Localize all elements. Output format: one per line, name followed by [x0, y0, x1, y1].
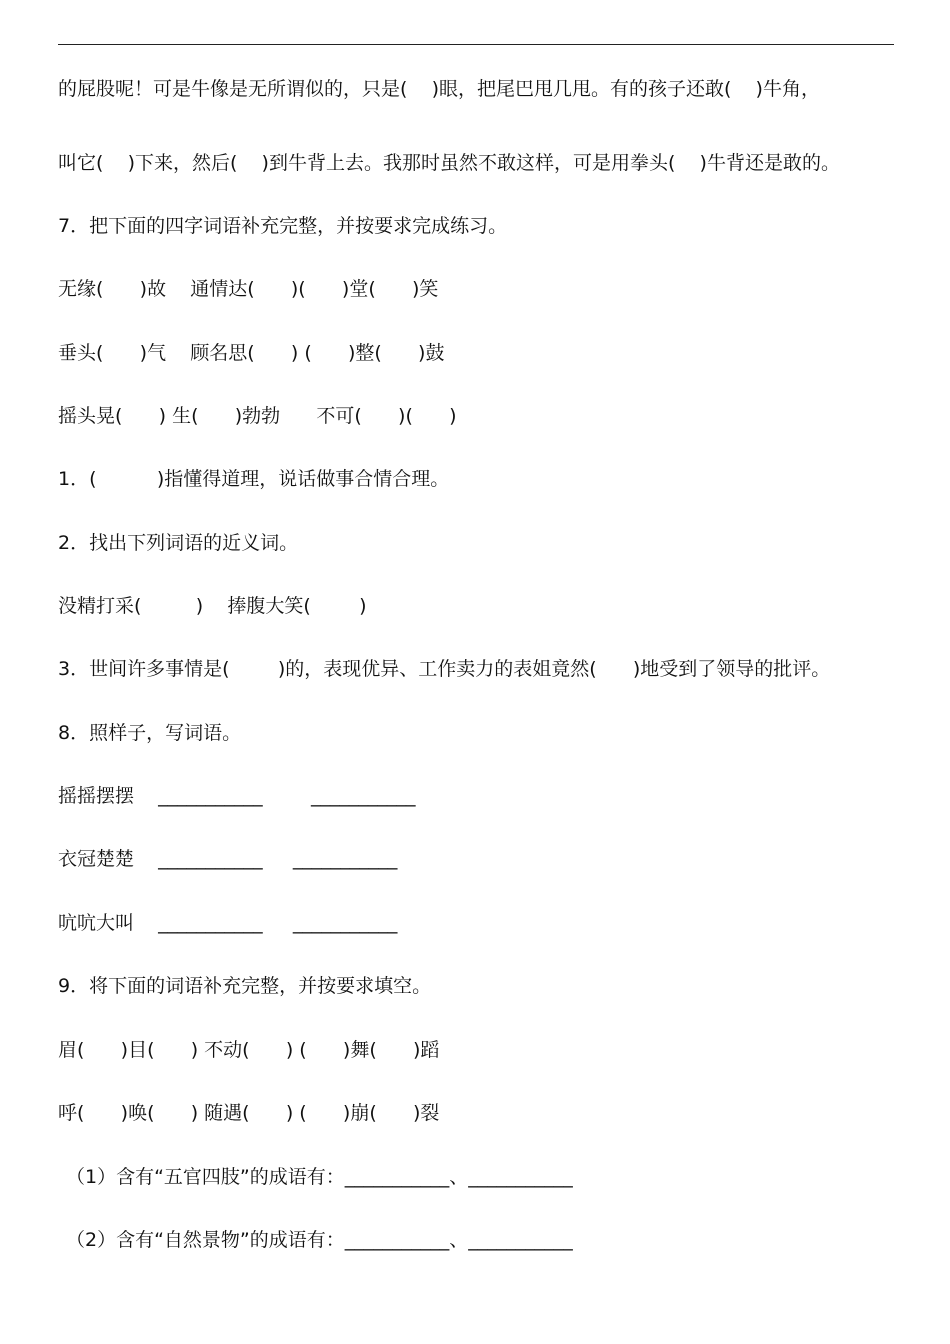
question-7-title: 7．把下面的四字词语补充完整，并按要求完成练习。	[58, 215, 508, 237]
q9-sub-1: （1）含有“五官四肢”的成语有：___________、___________	[66, 1166, 573, 1188]
q7-row-3: 摇头晃( ) 生( )勃勃 不可( )( )	[58, 405, 457, 427]
top-rule	[58, 44, 894, 45]
q9-sub-2: （2）含有“自然景物”的成语有：___________、___________	[66, 1229, 573, 1251]
q8-row-3: 吭吭大叫 ___________ ___________	[58, 912, 398, 934]
q8-row-2: 衣冠楚楚 ___________ ___________	[58, 848, 398, 870]
q7-sub-1: 1．( )指懂得道理，说话做事合情合理。	[58, 468, 450, 490]
passage-line-2: 叫它( )下来，然后( )到牛背上去。我那时虽然不敢这样，可是用拳头( )牛背还是敢的。	[58, 152, 840, 174]
q7-sub-2: 2．找出下列词语的近义词。	[58, 532, 299, 554]
q7-row-1: 无缘( )故 通情达( )( )堂( )笑	[58, 278, 439, 300]
q9-row-1: 眉( )目( ) 不动( ) ( )舞( )蹈	[58, 1039, 440, 1061]
question-8-title: 8．照样子，写词语。	[58, 722, 242, 744]
q7-sub-3: 3．世间许多事情是( )的，表现优异、工作卖力的表姐竟然( )地受到了领导的批评。	[58, 658, 831, 680]
q7-synonyms: 没精打采( ) 捧腹大笑( )	[58, 595, 367, 617]
passage-line-1: 的屁股呢！可是牛像是无所谓似的，只是( )眼，把尾巴甩几甩。有的孩子还敢( )牛角，	[58, 78, 820, 100]
q9-row-2: 呼( )唤( ) 随遇( ) ( )崩( )裂	[58, 1102, 440, 1124]
q7-row-2: 垂头( )气 顾名思( ) ( )整( )鼓	[58, 342, 445, 364]
q8-row-1: 摇摇摆摆 ___________ ___________	[58, 785, 416, 807]
question-9-title: 9．将下面的词语补充完整，并按要求填空。	[58, 975, 432, 997]
